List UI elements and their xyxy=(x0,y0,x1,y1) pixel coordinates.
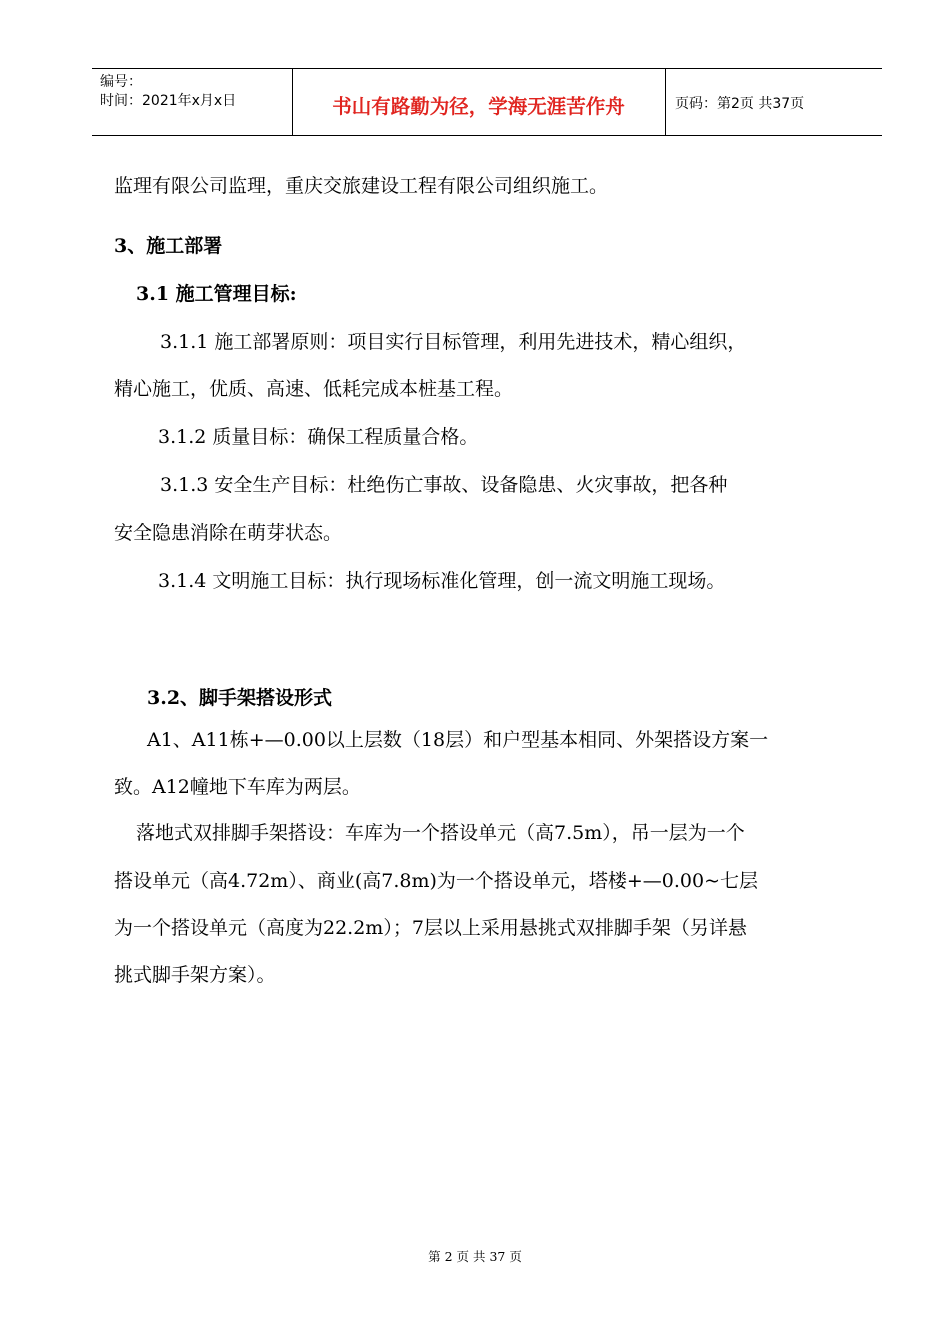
body-line: 3.1.4 文明施工目标：执行现场标准化管理，创一流文明施工现场。 xyxy=(158,570,726,592)
body-line: 监理有限公司监理，重庆交旅建设工程有限公司组织施工。 xyxy=(114,175,609,197)
body-line: 3.1.1 施工部署原则：项目实行目标管理，利用先进技术，精心组织， xyxy=(160,331,747,353)
body-line: 3.1.3 安全生产目标：杜绝伤亡事故、设备隐患、火灾事故，把各种 xyxy=(160,474,728,496)
subsection-heading: 3.2、脚手架搭设形式 xyxy=(147,687,333,709)
header-meta xyxy=(100,73,236,111)
body-line: A1、A11栋+—0.00以上层数（18层）和户型基本相同、外架搭设方案一 xyxy=(147,729,769,751)
section-heading: 3、施工部署 xyxy=(114,235,223,257)
header-table xyxy=(92,68,882,136)
body-line: 致。A12幢地下车库为两层。 xyxy=(114,776,361,798)
body-line: 安全隐患消除在萌芽状态。 xyxy=(114,522,343,544)
body-line: 3.1.2 质量目标：确保工程质量合格。 xyxy=(158,426,479,448)
header-motto: 书山有路勤为径，学海无涯苦作舟 xyxy=(332,95,625,118)
subsection-heading: 3.1 施工管理目标: xyxy=(136,283,297,305)
header-divider xyxy=(665,69,666,135)
body-line: 挑式脚手架方案）。 xyxy=(114,964,276,986)
header-page-info: 页码：第2页 共37页 xyxy=(675,96,805,112)
serial-label: 编号： xyxy=(100,74,142,90)
page-footer: 第 2 页 共 37 页 xyxy=(428,1249,522,1264)
body-line: 落地式双排脚手架搭设：车库为一个搭设单元（高7.5m），吊一层为一个 xyxy=(136,822,745,844)
time-label: 时间：2021年x月x日 xyxy=(100,93,237,109)
body-line: 精心施工，优质、高速、低耗完成本桩基工程。 xyxy=(114,378,514,400)
body-line: 为一个搭设单元（高度为22.2m）；7层以上采用悬挑式双排脚手架（另详悬 xyxy=(114,917,747,939)
body-line: 搭设单元（高4.72m）、商业(高7.8m)为一个搭设单元，塔楼+—0.00~七层 xyxy=(114,870,759,892)
